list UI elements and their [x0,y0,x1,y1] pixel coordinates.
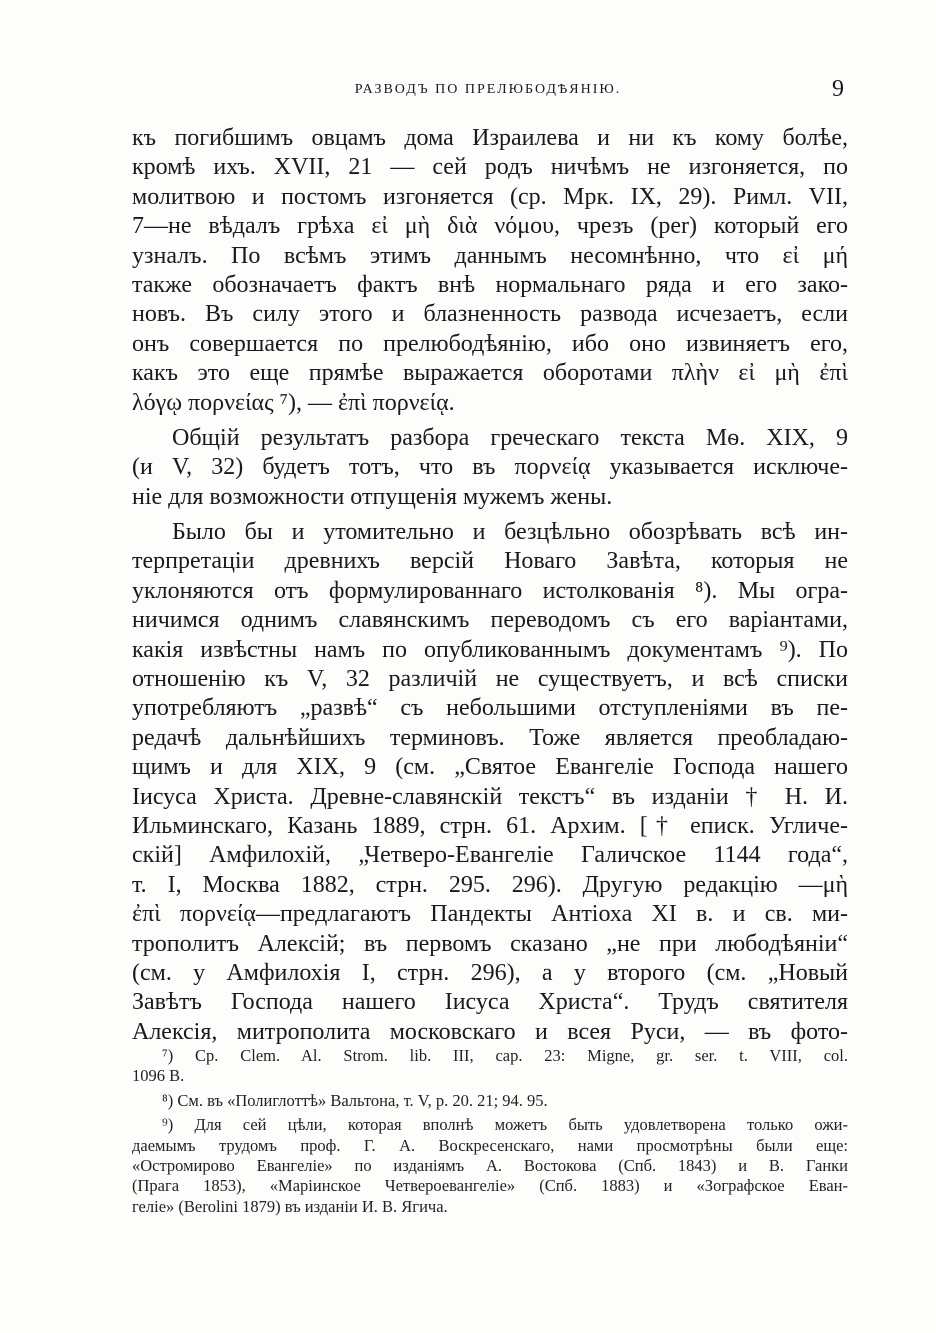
footnote-line: ⁸) См. въ «Полиглоттѣ» Вальтона, т. V, р. 20. 21; 94. 95. [162,1090,548,1110]
text-line: употребляютъ „развѣ“ съ небольшими отступленіями въ пе- [132,695,848,722]
text-line: т. I, Москва 1882, стрн. 295. 296). Другую редакцію —μὴ [132,871,848,898]
footnote-line: «Остромирово Евангеліе» по изданіямъ А. Востокова (Спб. 1843) и В. Ганки [132,1155,848,1175]
text-line: молитвою и постомъ изгоняется (ср. Мрк. IX, 29). Римл. VII, [132,183,848,210]
paragraph [132,518,848,1047]
text-line: Было бы и утомительно и безцѣльно обозрѣвать всѣ ин- [172,519,848,546]
footnote-line: 1096 B. [132,1066,185,1086]
footnote-line: ⁷) Ср. Clem. Al. Strom. lib. III, cap. 23: Migne, gr. ser. t. VIII, col. [162,1046,848,1065]
text-line: ніе для возможности отпущенія мужемъ жены. [132,483,613,510]
text-line: λόγῳ πορνείας ⁷), — ἐπὶ πορνείᾳ. [132,389,455,416]
text-line: ἐπὶ πορνείᾳ—предлагаютъ Пандекты Антіоха XI в. и св. ми- [132,901,848,928]
text-line: Алексія, митрополита московскаго и всея Руси, — въ фото- [132,1018,848,1045]
text-line: кромѣ ихъ. XVII, 21 — сей родъ ничѣмъ не изгоняется, по [132,154,848,181]
text-line: какъ это еще прямѣе выражается оборотами πλὴν εἰ μὴ ἐπὶ [132,360,848,387]
text-line: отношенію къ V, 32 различій не существуетъ, и всѣ списки [132,666,848,693]
running-title: РАЗВОДЪ ПО ПРЕЛЮБОДѢЯНІЮ. [354,82,622,97]
text-line: узналъ. По всѣмъ этимъ даннымъ несомнѣнно, что εἰ μή [132,242,848,269]
text-line: терпретаціи древнихъ версій Новаго Завѣта, которыя не [132,548,848,575]
footnote [132,1115,848,1217]
text-line: щимъ и для XIX, 9 (см. „Святое Евангеліе Господа нашего [132,754,848,781]
text-line: (и V, 32) будетъ тотъ, что въ πορνείᾳ указывается исключе- [132,454,848,481]
footnotes [132,1046,848,1217]
text-line: уклоняются отъ формулированнаго истолкованія ⁸). Мы огра- [132,577,848,604]
paragraph [132,124,848,418]
footnote-line: даемымъ трудомъ проф. Г. А. Воскресенскаго, нами просмотрѣны были еще: [132,1135,848,1155]
text-line: скій] Амфилохій, „Четверо-Евангеліе Галичское 1144 года“, [132,842,848,869]
footnote [132,1046,848,1087]
running-head [130,78,846,106]
text-line: онъ совершается по прелюбодѣянію, ибо оно извиняетъ его, [132,330,848,357]
text-line: ничимся однимъ славянскимъ переводомъ съ его варіантами, [132,607,848,634]
text-line: (см. у Амфилохія I, стрн. 296), а у второго (см. „Новый [132,959,848,986]
footnote-line: (Прага 1853), «Маріинское Четвероевангеліе» (Спб. 1883) и «Зографское Еван- [132,1176,848,1196]
text-line: трополитъ Алексій; въ первомъ сказано „не при любодѣяніи“ [132,930,848,957]
text-line: редачѣ дальнѣйшихъ терминовъ. Тоже является преобладаю- [132,724,848,751]
text-line: къ погибшимъ овцамъ дома Израилева и ни къ кому болѣе, [132,125,848,151]
body-text [132,124,848,1047]
text-line: Завѣтъ Господа нашего Іисуса Христа“. Трудъ святителя [132,989,848,1016]
text-line: 7—не вѣдалъ грѣха εἰ μὴ διὰ νόμου, чрезъ (per) который его [132,213,848,240]
text-line: Ильминскаго, Казань 1889, стрн. 61. Архим. [† еписк. Угличе- [132,812,848,839]
text-line: какія извѣстны намъ по опубликованнымъ документамъ ⁹). По [132,636,848,663]
footnote-line: геліе» (Berolini 1879) въ изданіи И. В. Ягича. [132,1196,448,1216]
text-line: новъ. Въ силу этого и блазненность развода исчезаетъ, если [132,301,848,328]
footnote-line: ⁹) Для сей цѣли, которая вполнѣ можетъ быть удовлетворена только ожи- [162,1115,848,1135]
text-line: Іисуса Христа. Древне-славянскій текстъ“ въ изданіи † Н. И. [132,783,848,810]
text-line: Общій результатъ разбора греческаго текста Мѳ. XIX, 9 [172,424,848,451]
page-number: 9 [832,76,844,102]
footnote [132,1091,848,1111]
text-line: также обозначаетъ фактъ внѣ нормальнаго ряда и его зако- [132,271,848,298]
paragraph [132,424,848,512]
